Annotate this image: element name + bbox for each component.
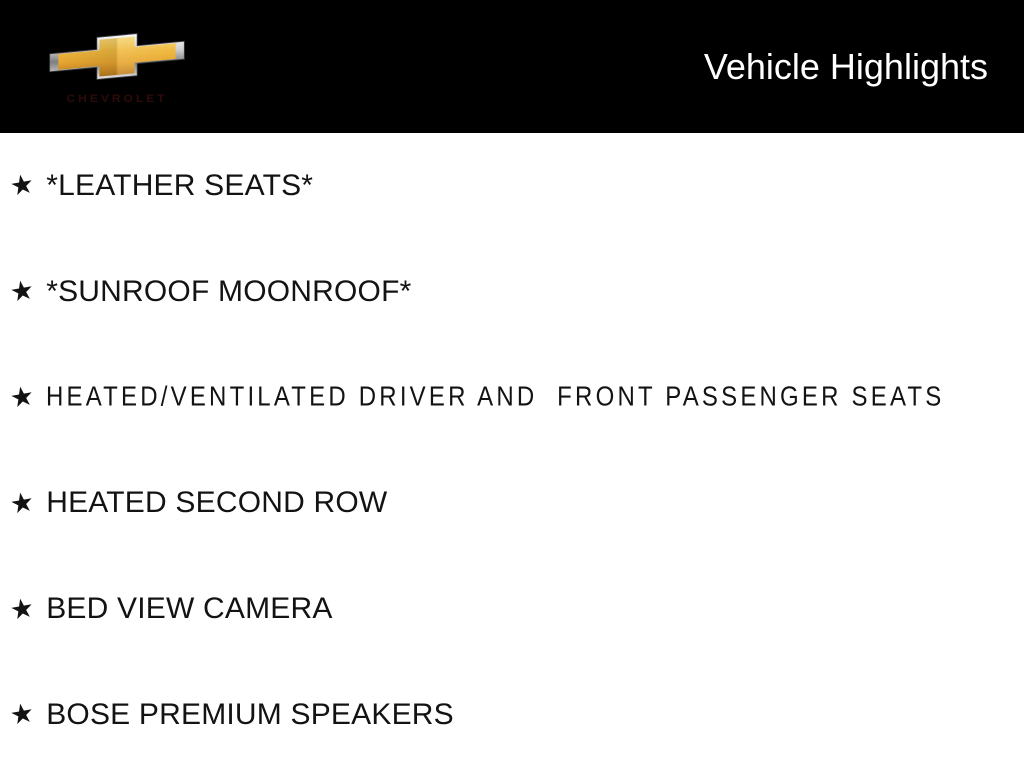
feature-text: *LEATHER SEATS* <box>46 168 314 202</box>
star-bullet-icon: ★ <box>7 168 37 204</box>
chevrolet-bowtie-icon <box>47 30 187 83</box>
feature-item <box>0 662 1024 768</box>
feature-text: HEATED/VENTILATED DRIVER AND FRONT PASSENGER SEATS <box>46 381 945 413</box>
chevrolet-wordmark: CHEVROLET <box>66 91 168 105</box>
star-bullet-icon: ★ <box>7 380 37 415</box>
feature-text: BOSE PREMIUM SPEAKERS <box>46 697 454 731</box>
feature-item <box>0 345 1024 451</box>
star-bullet-icon: ★ <box>7 485 37 521</box>
feature-item <box>0 556 1024 662</box>
feature-text: BED VIEW CAMERA <box>46 592 333 626</box>
feature-item <box>0 239 1024 345</box>
feature-text: *SUNROOF MOONROOF* <box>46 274 412 308</box>
header-bar <box>0 0 1024 133</box>
feature-item <box>0 133 1024 239</box>
star-bullet-icon: ★ <box>7 274 37 310</box>
chevrolet-logo <box>47 30 187 105</box>
feature-text: HEATED SECOND ROW <box>46 486 388 520</box>
star-bullet-icon: ★ <box>7 697 37 733</box>
feature-list <box>0 133 1024 768</box>
star-bullet-icon: ★ <box>7 591 37 627</box>
feature-item <box>0 450 1024 556</box>
page-title: Vehicle Highlights <box>703 45 988 87</box>
